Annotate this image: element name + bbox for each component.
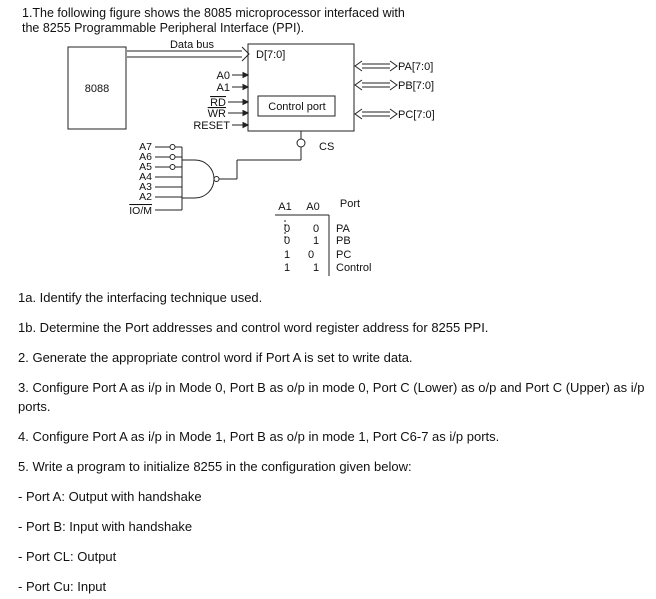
table-cell: 1	[283, 262, 291, 274]
config-item: - Port Cu: Input	[18, 579, 107, 594]
table-cell: 0	[312, 223, 320, 235]
question-3: 3. Configure Port A as i/p in Mode 0, Port B as o/p in mode 0, Port C (Lower) as o/p and Port C (Upper) as i/p ports.	[18, 380, 645, 414]
table-cell: Control	[336, 262, 372, 274]
data-bus-label: Data bus	[169, 39, 215, 51]
table-cell: PC	[336, 249, 352, 261]
addr-a2: A2	[139, 191, 152, 203]
heading-line-1: 1.The following figure shows the 8085 microprocessor interfaced with	[22, 6, 405, 20]
addr-a4: A4	[139, 171, 152, 183]
table-cell: 1	[312, 262, 320, 274]
question-5: 5. Write a program to initialize 8255 in the configuration given below:	[18, 459, 412, 474]
table-header-port: Port	[339, 198, 361, 210]
question-4: 4. Configure Port A as i/p in Mode 1, Port B as o/p in mode 1, Port C6-7 as i/p ports.	[18, 429, 500, 444]
addr-a7: A7	[139, 141, 152, 153]
signal-a1: A1	[216, 82, 230, 94]
addr-iom: IO/M	[129, 205, 152, 217]
port-bus-arrows	[355, 61, 397, 119]
question-2: 2. Generate the appropriate control word if Port A is set to write data.	[18, 350, 413, 365]
signal-rd: RD	[210, 97, 226, 109]
signal-arrows	[228, 73, 248, 128]
cpu-label: 8088	[84, 83, 110, 95]
table-cell: PA	[336, 223, 350, 235]
table-header-a0: A0	[306, 201, 320, 213]
table-cell: 0	[283, 223, 291, 235]
config-item: - Port A: Output with handshake	[18, 489, 202, 504]
table-header-a1: A1	[278, 201, 292, 213]
addr-a6: A6	[139, 151, 152, 163]
control-port-label: Control port	[268, 101, 326, 113]
d-bus-label: D[7:0]	[256, 49, 286, 61]
table-cell: 1	[312, 235, 320, 247]
table-cell: PB	[336, 235, 351, 247]
address-table	[275, 198, 371, 276]
table-cell: 0	[307, 249, 315, 261]
port-b-label: PB[7:0]	[398, 80, 435, 92]
addr-a5: A5	[139, 161, 152, 173]
config-item: - Port B: Input with handshake	[18, 519, 193, 534]
port-c-label: PC[7:0]	[398, 109, 435, 121]
table-cell: 1	[283, 249, 291, 261]
heading-line-2: the 8255 Programmable Peripheral Interface (PPI).	[22, 21, 305, 35]
decoder-wiring	[155, 131, 305, 210]
question-1b: 1b. Determine the Port addresses and control word register address for 8255 PPI.	[18, 320, 489, 335]
signal-a0: A0	[216, 70, 230, 82]
signal-wr: WR	[207, 108, 226, 120]
interface-diagram	[0, 0, 656, 290]
table-cell: 0	[283, 235, 291, 247]
addr-a3: A3	[139, 181, 152, 193]
cs-label: CS	[319, 141, 335, 153]
config-item: - Port CL: Output	[18, 549, 117, 564]
port-a-label: PA[7:0]	[398, 61, 434, 73]
signal-reset: RESET	[193, 120, 230, 132]
question-1a: 1a. Identify the interfacing technique used.	[18, 290, 263, 305]
